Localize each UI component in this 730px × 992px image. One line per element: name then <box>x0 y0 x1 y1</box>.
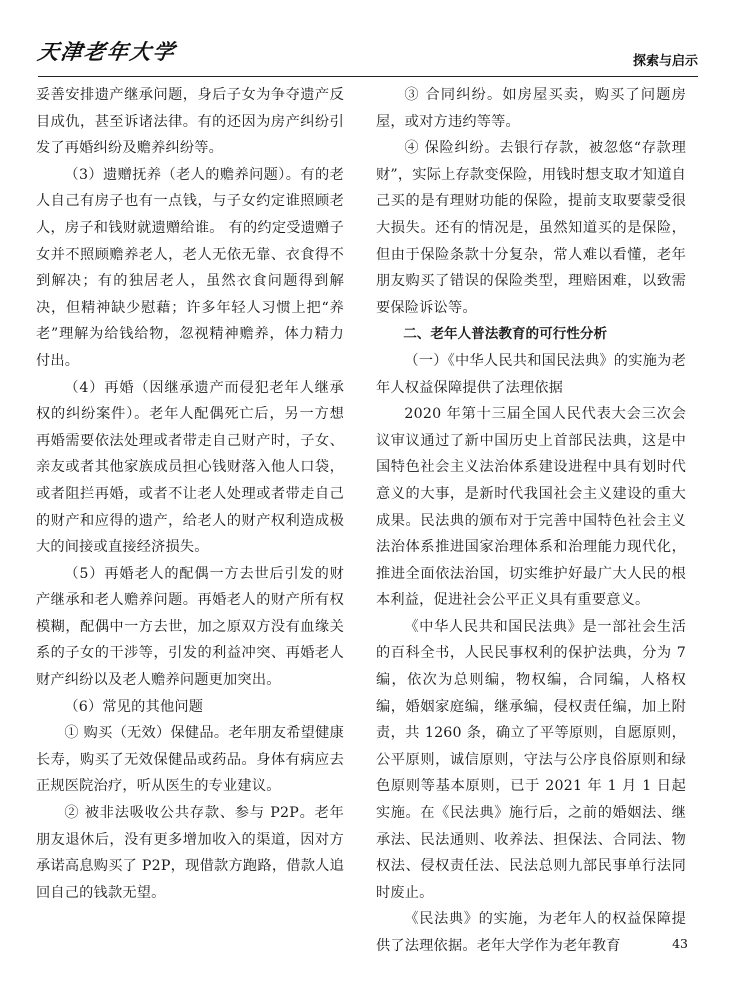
paragraph: （4）再婚（因继承遗产而侵犯老年人继承权的纠纷案件）。老年人配偶死亡后，另一方想再婚需要依法处理或者带走自己财产时，子女、亲友或者其他家族成员担心钱财落入他人口袋，或者阻拦再婚，或者不让老人处理或者带走自己的财产和应得的遗产，给老人的财产权利造成极大的间接或直接经济损失。 <box>36 379 344 556</box>
right-column <box>376 82 686 960</box>
paragraph: ① 购买（无效）保健品。老年朋友希望健康长寿，购买了无效保健品或药品。身体有病应去正规医院治疗，听从医生的专业建议。 <box>36 725 344 795</box>
paragraph: 《民法典》的实施，为老年人的权益保障提供了法理依据。老年大学作为老年教育 <box>376 911 686 954</box>
paragraph: 《中华人民共和国民法典》是一部社会生活的百科全书，人民民事权利的保护法典，分为 7 编，依次为总则编，物权编，合同编，人格权编，婚姻家庭编，继承编，侵权责任编，加上附责，共 1260 条，确立了平等原则，自愿原则，公平原则，诚信原则，守法与公序良俗原则和绿色原则等基本原则，已于 2021 年 1 月 1 日起实施。在《民法典》施行后，之前的婚姻法、继承法、民法通则、收养法、担保法、合同法、物权法、侵权责任法、民法总则九部民事单行法同时废止。 <box>376 618 686 901</box>
paragraph: 2020 年第十三届全国人民代表大会三次会议审议通过了新中国历史上首部民法典，这是中国特色社会主义法治体系建设进程中具有划时代意义的大事，是新时代我国社会主义建设的重大成果。民法典的颁布对于完善中国特色社会主义法治体系推进国家治理体系和治理能力现代化，推进全面依法治国，切实维护好最广大人民的根本利益，促进社会公平正义具有重要意义。 <box>376 406 686 609</box>
paragraph: （3）遗赠抚养（老人的赡养问题）。有的老人自己有房子也有一点钱，与子女约定谁照顾老人，房子和钱财就遗赠给谁。 有的约定受遗赠子女并不照顾赡养老人，老人无依无靠、衣食得不到解决；有的独居老人，虽然衣食问题得到解决，但精神缺少慰藉；许多年轻人习惯上把“养老”理解为给钱给物，忽视精神赡养，体力精力付出。 <box>36 166 344 369</box>
section-name: 探索与启示 <box>632 54 698 69</box>
paragraph: （5）再婚老人的配偶一方去世后引发的财产继承和老人赡养问题。再婚老人的财产所有权模糊，配偶中一方去世，加之原双方没有血缘关系的子女的干涉等，引发的利益冲突、再婚老人财产纠纷以及老人赡养问题更加突出。 <box>36 565 344 689</box>
subheading: （6）常见的其他问题 <box>64 698 204 715</box>
left-column <box>36 82 344 906</box>
paragraph: ④ 保险纠纷。去银行存款，被忽悠“存款理财”，实际上存款变保险，用钱时想支取才知道自己买的是有理财功能的保险，提前支取要蒙受很大损失。还有的情况是，虽然知道买的是保险，但由于保险条款十分复杂，常人难以看懂，老年朋友购买了错误的保险类型，理赔困难，以致需要保险诉讼等。 <box>376 140 686 316</box>
header-rule <box>38 76 698 77</box>
page-header <box>38 36 698 78</box>
section-heading: 二、老年人普法教育的可行性分析 <box>403 326 608 343</box>
subsection-heading: （一）《中华人民共和国民法典》的实施为老年人权益保障提供了法理依据 <box>376 352 686 396</box>
paragraph: ③ 合同纠纷。如房屋买卖，购买了问题房屋，或对方违约等等。 <box>376 87 686 130</box>
journal-logo: 天津老年大学 <box>36 39 178 64</box>
paragraph: 妥善安排遗产继承问题，身后子女为争夺遗产反目成仇，甚至诉诸法律。有的还因为房产纠纷引发了再婚纠纷及赡养纠纷等。 <box>36 87 344 157</box>
paragraph: ② 被非法吸收公共存款、参与 P2P。老年朋友退休后，没有更多增加收入的渠道，因对方承诺高息购买了 P2P，现借款方跑路，借款人追回自己的钱款无望。 <box>36 805 344 901</box>
page-number: 43 <box>672 936 688 951</box>
